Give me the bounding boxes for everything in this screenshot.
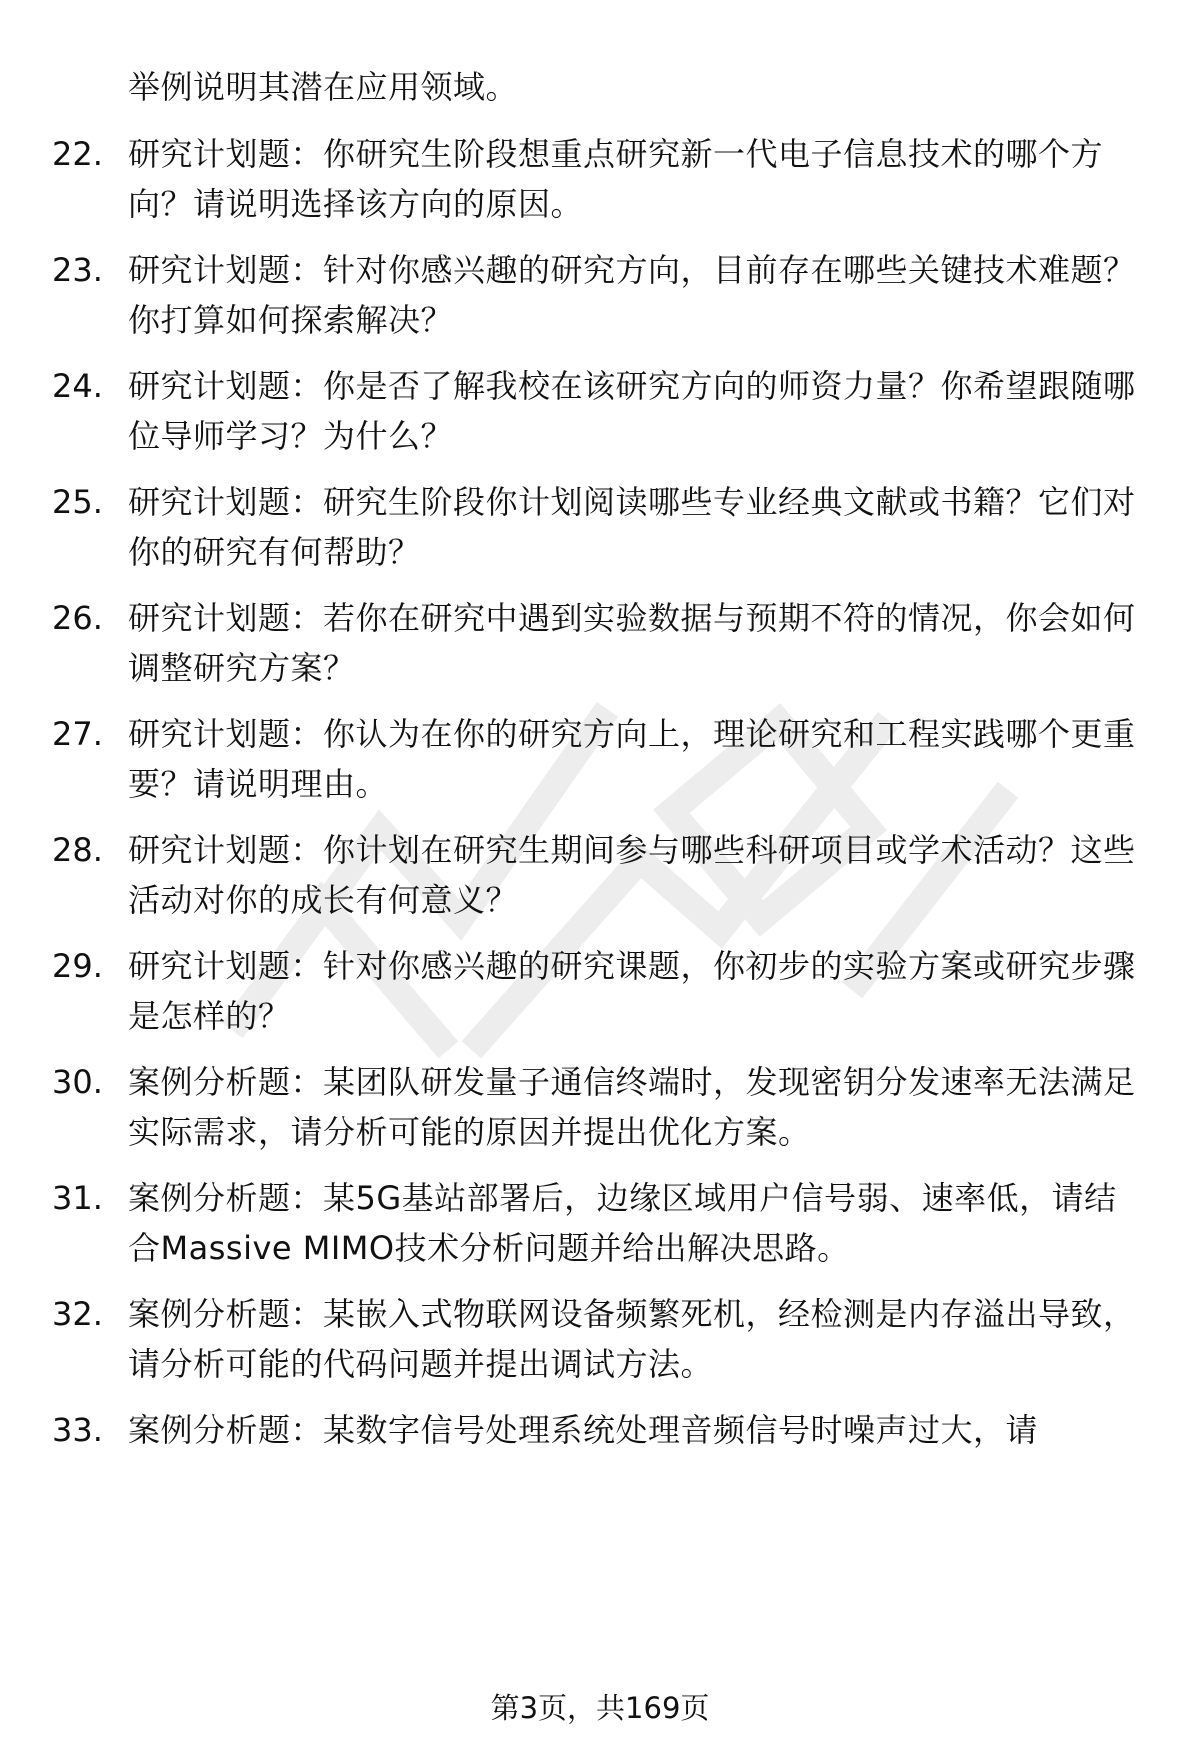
question-number: 31. [52,1179,103,1217]
question-number: 25. [52,483,103,521]
question-text: 研究计划题：若你在研究中遇到实验数据与预期不符的情况，你会如何调整研究方案？ [128,599,1136,687]
question-number: 22. [52,135,103,173]
question-text: 研究计划题：你是否了解我校在该研究方向的师资力量？你希望跟随哪位导师学习？为什么？ [128,367,1136,455]
question-number: 23. [52,251,103,289]
question-number: 27. [52,715,103,753]
question-text: 研究计划题：针对你感兴趣的研究课题，你初步的实验方案或研究步骤是怎样的？ [128,947,1136,1035]
continuation-text: 举例说明其潜在应用领域。 [128,68,519,106]
question-number: 26. [52,599,103,637]
question-text: 研究计划题：研究生阶段你计划阅读哪些专业经典文献或书籍？它们对你的研究有何帮助？ [128,483,1136,571]
question-text: 研究计划题：你研究生阶段想重点研究新一代电子信息技术的哪个方向？请说明选择该方向的原因。 [128,135,1104,223]
question-text: 研究计划题：针对你感兴趣的研究方向，目前存在哪些关键技术难题？你打算如何探索解决？ [128,251,1136,339]
question-number: 28. [52,831,103,869]
question-text: 案例分析题：某数字信号处理系统处理音频信号时噪声过大，请 [128,1411,1039,1449]
question-number: 24. [52,367,103,405]
question-text: 案例分析题：某团队研发量子通信终端时，发现密钥分发速率无法满足实际需求，请分析可能的原因并提出优化方案。 [128,1063,1136,1151]
question-text: 案例分析题：某嵌入式物联网设备频繁死机，经检测是内存溢出导致，请分析可能的代码问题并提出调试方法。 [128,1295,1136,1383]
question-number: 33. [52,1411,103,1449]
question-text: 研究计划题：你计划在研究生期间参与哪些科研项目或学术活动？这些活动对你的成长有何意义？ [128,831,1136,919]
question-text: 案例分析题：某5G基站部署后，边缘区域用户信号弱、速率低，请结合Massive MIMO技术分析问题并给出解决思路。 [128,1179,1117,1267]
question-text: 研究计划题：你认为在你的研究方向上，理论研究和工程实践哪个更重要？请说明理由。 [128,715,1136,803]
question-number: 30. [52,1063,103,1101]
question-number: 32. [52,1295,103,1333]
question-number: 29. [52,947,103,985]
page-footer: 第3页，共169页 [490,1691,710,1725]
